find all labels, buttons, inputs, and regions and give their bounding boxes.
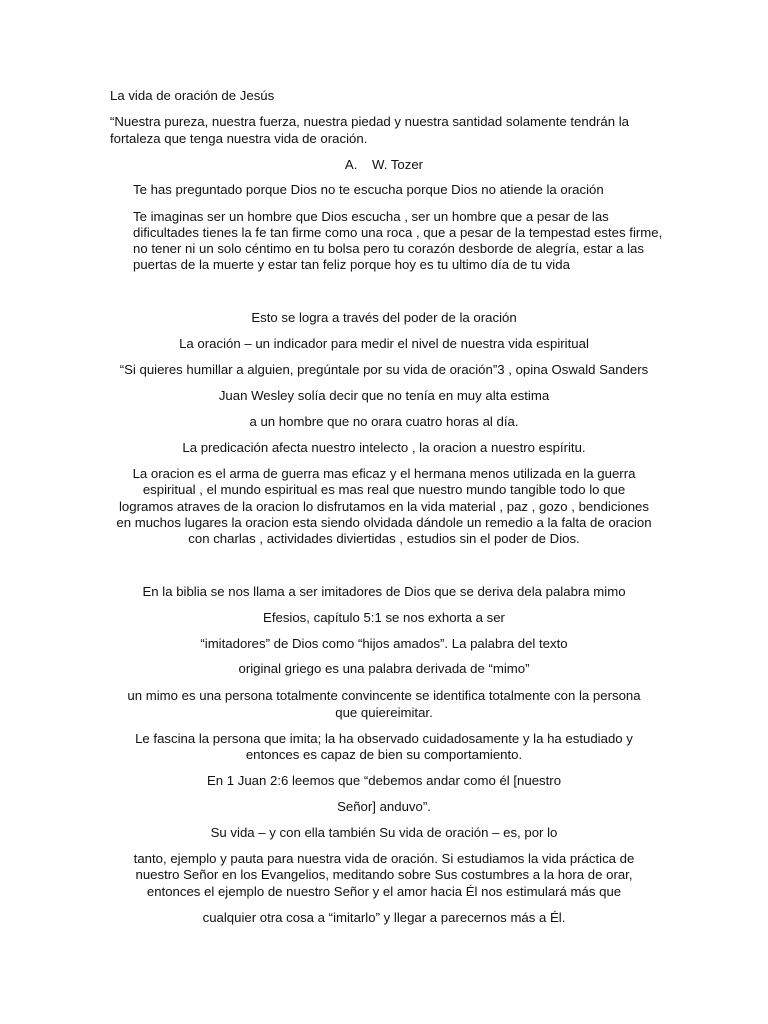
imagine-line-2: dificultades tienes la fe tan firme como una roca , que a pesar de la tempestad estes firme, — [133, 225, 663, 240]
centered-line: Su vida – y con ella también Su vida de oración – es, por lo — [210, 825, 558, 840]
tanto-line: tanto, ejemplo y pauta para nuestra vida de oración. Si estudiamos la vida práctica de — [133, 851, 635, 866]
fascina-line: Le fascina la persona que imita; la ha observado cuidadosamente y la ha estudiado y — [135, 731, 633, 746]
quote-author: A. W. Tozer — [344, 157, 424, 172]
quote-line-2: fortaleza que tenga nuestra vida de oración. — [110, 131, 368, 146]
centered-line: a un hombre que no orara cuatro horas al día. — [249, 414, 519, 429]
centered-line: Juan Wesley solía decir que no tenía en muy alta estima — [218, 388, 550, 403]
centered-line: Esto se logra a través del poder de la oración — [251, 310, 517, 325]
weapon-line: La oracion es el arma de guerra mas eficaz y el hermana menos utilizada en la guerra — [132, 466, 636, 481]
imagine-line-3: no tener ni un solo céntimo en tu bolsa pero tu corazón desborde de alegría, estar a las — [133, 241, 644, 256]
weapon-line: con charlas , actividades diviertidas , estudios sin el poder de Dios. — [188, 531, 580, 546]
centered-line: La predicación afecta nuestro intelecto , la oracion a nuestro espíritu. — [182, 440, 586, 455]
centered-line: Efesios, capítulo 5:1 se nos exhorta a ser — [263, 610, 505, 625]
centered-line: En 1 Juan 2:6 leemos que “debemos andar como él [nuestro — [206, 773, 562, 788]
mimo-line: un mimo es una persona totalmente convincente se identifica totalmente con la persona — [127, 688, 641, 703]
centered-line: En la biblia se nos llama a ser imitadores de Dios que se deriva dela palabra mimo — [142, 584, 626, 599]
centered-line: “Si quieres humillar a alguien, pregúntale por su vida de oración”3 , opina Oswald Sanders — [119, 362, 649, 377]
quote-line-1: “Nuestra pureza, nuestra fuerza, nuestra piedad y nuestra santidad solamente tendrán la — [110, 114, 630, 129]
imagine-line-4: puertas de la muerte y estar tan feliz porque hoy es tu ultimo día de tu vida — [133, 257, 570, 272]
last-line: cualquier otra cosa a “imitarlo” y llegar a parecernos más a Él. — [202, 910, 566, 925]
tanto-line: nuestro Señor en los Evangelios, meditando sobre Sus costumbres a la hora de orar, — [135, 867, 633, 882]
tanto-line: entonces el ejemplo de nuestro Señor y el amor hacia Él nos estimulará más que — [146, 884, 622, 899]
centered-line: Señor] anduvo”. — [337, 799, 431, 814]
weapon-line: espiritual , el mundo espiritual es mas real que nuestro mundo tangible todo lo que — [142, 482, 626, 497]
mimo-line: que quiereimitar. — [335, 705, 433, 720]
document-title: La vida de oración de Jesús — [110, 88, 275, 103]
paragraph-question: Te has preguntado porque Dios no te escucha porque Dios no atiende la oración — [133, 182, 604, 197]
weapon-line: en muchos lugares la oracion esta siendo olvidada dándole un remedio a la falta de oracion — [116, 515, 652, 530]
centered-line: La oración – un indicador para medir el nivel de nuestra vida espiritual — [179, 336, 589, 351]
fascina-line: entonces es capaz de bien su comportamiento. — [245, 747, 523, 762]
centered-line: “imitadores” de Dios como “hijos amados”. La palabra del texto — [200, 636, 568, 651]
centered-line: original griego es una palabra derivada de “mimo” — [238, 661, 530, 676]
imagine-line-1: Te imaginas ser un hombre que Dios escucha , ser un hombre que a pesar de las — [133, 209, 609, 224]
weapon-line: logramos atraves de la oracion lo disfrutamos en la vida material , paz , gozo , bendiciones — [119, 499, 649, 514]
